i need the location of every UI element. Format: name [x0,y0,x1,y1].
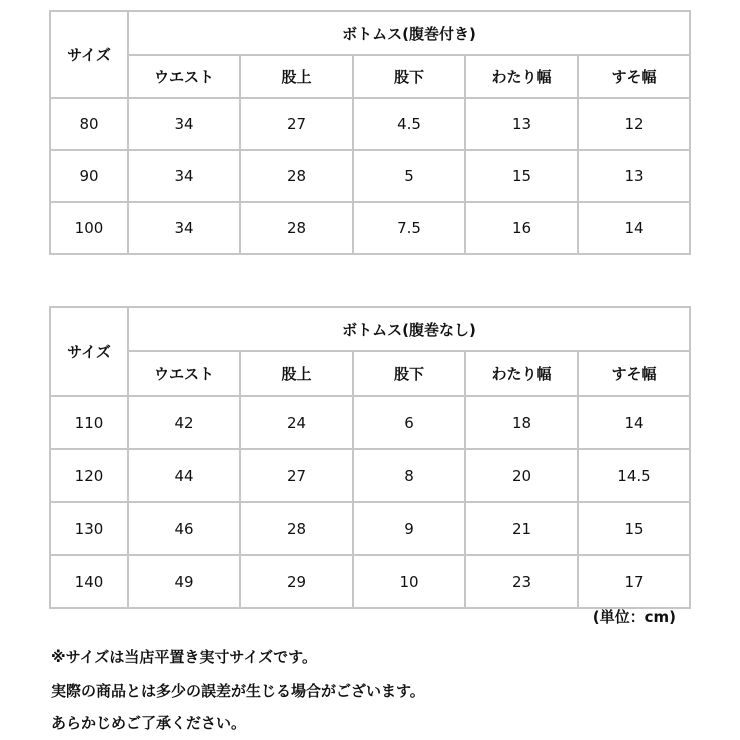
column-header-thigh: わたり幅 [465,55,578,98]
table-cell: 46 [128,502,240,555]
table-cell: 20 [465,449,578,502]
table-cell: 16 [465,202,578,254]
table-cell: 10 [353,555,465,608]
column-header-thigh: わたり幅 [465,351,578,396]
table-cell: 28 [240,502,353,555]
table-cell: 7.5 [353,202,465,254]
table-cell: 14.5 [578,449,690,502]
table-row [50,150,690,202]
table-header-row [50,11,690,55]
table-cell: 27 [240,98,353,150]
table-cell: 34 [128,98,240,150]
table-cell: 49 [128,555,240,608]
column-header-waist: ウエスト [128,55,240,98]
table-cell: 5 [353,150,465,202]
size-header: サイズ [50,11,128,98]
table-cell: 34 [128,202,240,254]
table-row [50,396,690,449]
table-cell: 34 [128,150,240,202]
column-header-row [50,55,690,98]
unit-label: (単位：cm) [592,608,676,626]
size-header: サイズ [50,307,128,396]
table-cell: 17 [578,555,690,608]
size-cell: 90 [50,150,128,202]
table-cell: 27 [240,449,353,502]
table-cell: 21 [465,502,578,555]
column-header-rise: 股上 [240,55,353,98]
column-header-rise: 股上 [240,351,353,396]
table-cell: 44 [128,449,240,502]
table-row [50,449,690,502]
group-title: ボトムス(腹巻付き) [128,11,690,55]
column-header-hem: すそ幅 [578,55,690,98]
table-cell: 12 [578,98,690,150]
size-cell: 100 [50,202,128,254]
table-cell: 8 [353,449,465,502]
table-cell: 14 [578,396,690,449]
table-cell: 15 [465,150,578,202]
table-cell: 28 [240,202,353,254]
table-cell: 29 [240,555,353,608]
table-header-row [50,307,690,351]
column-header-inseam: 股下 [353,351,465,396]
column-header-inseam: 股下 [353,55,465,98]
table-body [50,11,690,254]
table-row [50,555,690,608]
size-cell: 140 [50,555,128,608]
size-cell: 130 [50,502,128,555]
note-line: あらかじめご了承ください。 [51,714,247,732]
size-table-with-belly-band [49,10,691,255]
table-cell: 4.5 [353,98,465,150]
size-cell: 110 [50,396,128,449]
group-title: ボトムス(腹巻なし) [128,307,690,351]
table-cell: 28 [240,150,353,202]
table-cell: 23 [465,555,578,608]
column-header-waist: ウエスト [128,351,240,396]
table-cell: 9 [353,502,465,555]
table-cell: 15 [578,502,690,555]
table-row [50,502,690,555]
table-cell: 13 [465,98,578,150]
size-table-without-belly-band [49,306,691,609]
table-cell: 18 [465,396,578,449]
table-cell: 6 [353,396,465,449]
table-row [50,202,690,254]
table-body [50,307,690,608]
column-header-row [50,351,690,396]
table-cell: 42 [128,396,240,449]
table-cell: 24 [240,396,353,449]
size-cell: 80 [50,98,128,150]
note-line: 実際の商品とは多少の誤差が生じる場合がございます。 [51,682,425,700]
table-cell: 14 [578,202,690,254]
table-row [50,98,690,150]
column-header-hem: すそ幅 [578,351,690,396]
table-cell: 13 [578,150,690,202]
note-line: ※サイズは当店平置き実寸サイズです。 [51,648,317,666]
size-cell: 120 [50,449,128,502]
